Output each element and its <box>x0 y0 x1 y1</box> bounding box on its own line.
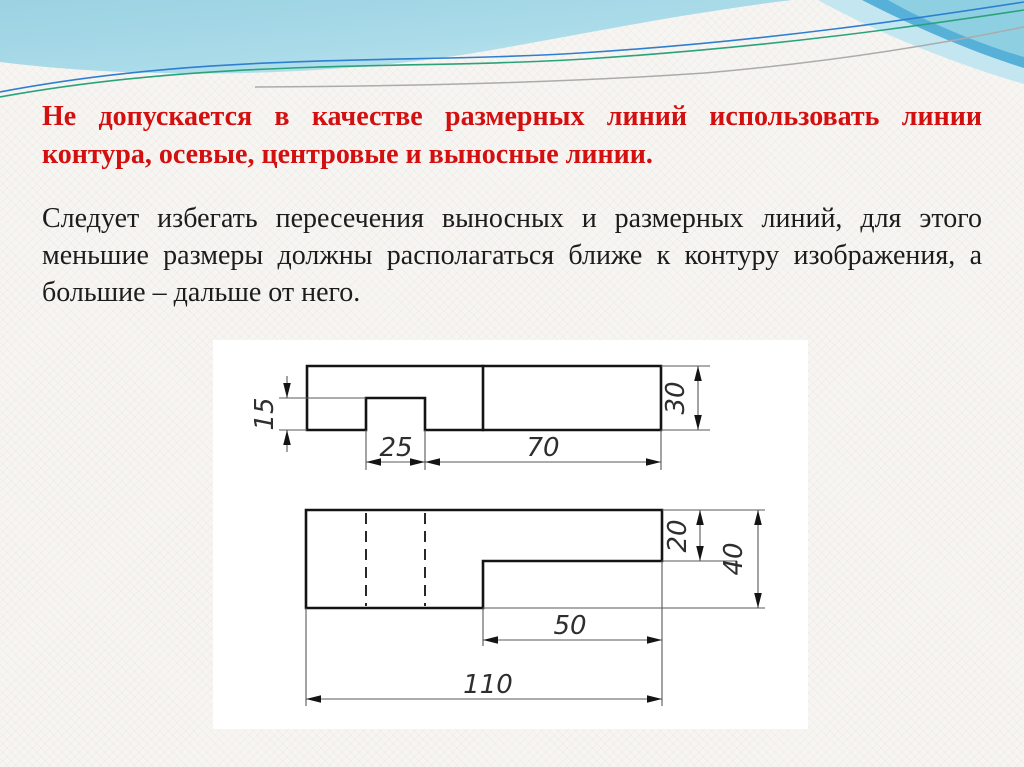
dimension-40 <box>719 510 762 608</box>
dimension-15 <box>250 376 291 452</box>
dim-label-15: 15 <box>250 397 280 431</box>
dimension-arrow <box>283 383 291 398</box>
dim-label-30: 30 <box>661 381 691 415</box>
dim-label-25: 25 <box>379 433 413 463</box>
dim-label-20: 20 <box>663 519 693 553</box>
paragraph-line-3: большие – дальше от него. <box>42 277 361 308</box>
dimension-30 <box>661 366 702 430</box>
dim-label-110: 110 <box>463 670 513 700</box>
paragraph-line-2: меньшие размеры должны располагаться ближе к контуру изображения, а <box>42 240 982 271</box>
top-view <box>250 366 710 470</box>
dimension-25-70 <box>366 433 661 466</box>
wave-shapes <box>0 0 1024 97</box>
dimension-arrow <box>694 366 702 381</box>
dimension-arrow <box>754 510 762 525</box>
front-view <box>306 510 765 706</box>
dimension-arrow <box>694 415 702 430</box>
dimension-arrow <box>646 458 661 466</box>
heading-line-1: Не допускается в качестве размерных линий использовать линии <box>42 101 982 132</box>
dimension-arrow <box>696 510 704 525</box>
dimension-110 <box>306 670 662 703</box>
heading-warning-text <box>42 98 982 174</box>
dimension-arrow <box>647 695 662 703</box>
paragraph-line-1: Следует избегать пересечения выносных и размерных линий, для этого <box>42 203 982 234</box>
dim-label-70: 70 <box>526 433 560 463</box>
dim-label-50: 50 <box>553 611 587 641</box>
dimension-50 <box>483 611 662 644</box>
heading-line-2: контура, осевые, центровые и выносные линии. <box>42 139 653 170</box>
dimension-arrow <box>647 636 662 644</box>
dimension-arrow <box>696 546 704 561</box>
dim-label-40: 40 <box>719 542 749 576</box>
body-paragraph <box>42 200 982 311</box>
contour-outline <box>306 510 662 608</box>
dimension-arrow <box>283 430 291 445</box>
drawing-panel <box>213 340 808 729</box>
dimension-arrow <box>306 695 321 703</box>
dimension-20 <box>663 510 704 561</box>
technical-drawing <box>213 340 808 729</box>
header-wave-decoration <box>0 0 1024 100</box>
dimension-arrow <box>483 636 498 644</box>
dimension-arrow <box>754 593 762 608</box>
dimension-arrow <box>425 458 440 466</box>
